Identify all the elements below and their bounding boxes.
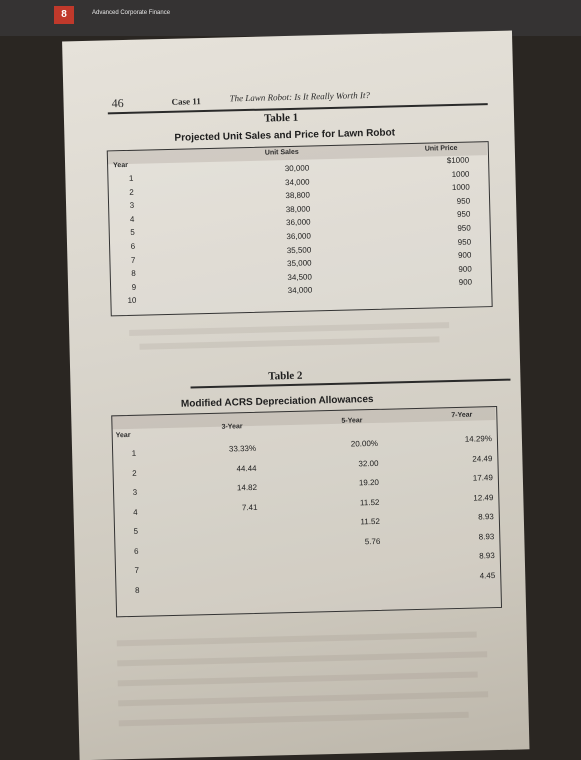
bleed-through-text xyxy=(139,336,439,349)
table1-year-cell: 1 xyxy=(128,173,134,183)
table2-5year-cell: 20.00% xyxy=(350,438,379,449)
table1-year-cell: 2 xyxy=(129,187,134,197)
table1-sales-cell: 35,000 xyxy=(286,258,312,269)
table2-7year-cell: 14.29% xyxy=(464,434,493,444)
bleed-through-text xyxy=(117,651,487,666)
table2-title: Modified ACRS Depreciation Allowances xyxy=(180,393,374,410)
bleed-through-text xyxy=(117,632,477,647)
table2-year-cell: 8 xyxy=(134,585,140,595)
table1-price-cell: 950 xyxy=(457,237,472,247)
table1-title: Projected Unit Sales and Price for Lawn Robot xyxy=(174,127,396,144)
table2-year-cell: 6 xyxy=(133,546,139,556)
table2-col-5year: 5-Year xyxy=(341,417,363,425)
table2-3year-cell: 44.44 xyxy=(236,463,257,473)
book-page xyxy=(62,31,529,760)
table2-5year-cell: 19.20 xyxy=(358,477,380,488)
table2-year-cell: 3 xyxy=(132,487,138,497)
table2-year-cell: 1 xyxy=(131,448,137,458)
table1-sales-cell: 38,000 xyxy=(285,204,311,214)
table2-3year-cell: 7.41 xyxy=(241,502,258,512)
table2-7year-cell: 8.93 xyxy=(478,512,494,522)
table1-col-price: Unit Price xyxy=(424,144,458,153)
table1-year-cell: 9 xyxy=(131,282,137,292)
table2-3year-cell: 14.82 xyxy=(236,482,258,493)
table2-7year-cell: 17.49 xyxy=(472,473,493,483)
table1-price-cell: 900 xyxy=(457,250,472,261)
table1-year-cell: 4 xyxy=(129,214,135,224)
table1-price-cell: 900 xyxy=(458,277,473,288)
table2-year-cell: 4 xyxy=(133,507,138,517)
table2-year-cell: 2 xyxy=(132,468,137,478)
table1-col-sales: Unit Sales xyxy=(264,148,299,157)
table2-3year-cell: 33.33% xyxy=(228,443,257,454)
table2-year-cell: 5 xyxy=(133,526,139,536)
bleed-through-text xyxy=(118,691,488,706)
table2-rule xyxy=(191,379,511,389)
table2-5year-cell: 11.52 xyxy=(360,516,380,527)
table1-sales-cell: 36,000 xyxy=(286,231,312,242)
table2-5year-cell: 32.00 xyxy=(358,458,379,468)
table1-sales-cell: 34,000 xyxy=(284,177,310,187)
table1-col-year: Year xyxy=(113,161,128,170)
book-title: Advanced Corporate Finance xyxy=(92,10,171,16)
table1-sales-cell: 35,500 xyxy=(286,245,312,255)
table2-caption: Table 2 xyxy=(268,369,303,383)
table2-7year-cell: 8.93 xyxy=(478,531,495,541)
table2-7year-cell: 8.93 xyxy=(479,551,495,561)
bleed-through-text xyxy=(118,672,478,687)
table1-year-cell: 5 xyxy=(130,228,135,238)
table2-5year-cell: 11.52 xyxy=(359,497,380,507)
table1-price-cell: 900 xyxy=(458,264,472,274)
table1-sales-cell: 36,000 xyxy=(285,217,311,228)
bleed-through-text xyxy=(129,322,449,336)
bleed-through-text xyxy=(119,712,469,727)
table2-7year-cell: 24.49 xyxy=(472,453,493,464)
table2-year-cell: 7 xyxy=(134,565,140,575)
table1-price-cell: $1000 xyxy=(446,155,470,166)
page-number: 46 xyxy=(111,96,124,111)
table2-col-3year: 3-Year xyxy=(221,423,243,431)
table2-7year-cell: 12.49 xyxy=(473,492,494,503)
case-title: The Lawn Robot: Is It Really Worth It? xyxy=(229,89,371,104)
table1-price-cell: 1000 xyxy=(451,169,470,179)
table2-col-year: Year xyxy=(115,431,131,440)
table1-year-cell: 7 xyxy=(130,255,136,265)
case-label: Case 11 xyxy=(171,96,201,107)
table1-price-cell: 950 xyxy=(457,223,471,233)
table1-price-cell: 950 xyxy=(456,196,471,206)
table2-5year-cell: 5.76 xyxy=(364,536,381,546)
table1-caption: Table 1 xyxy=(263,111,299,125)
table1-year-cell: 6 xyxy=(130,241,136,251)
table1-sales-cell: 34,000 xyxy=(287,285,313,296)
table1-sales-cell: 38,800 xyxy=(285,190,311,201)
table2-7year-cell: 4.45 xyxy=(479,570,496,580)
page-badge: 8 xyxy=(54,6,74,24)
table2-col-7year: 7-Year xyxy=(451,411,473,420)
table1-year-cell: 10 xyxy=(127,296,137,306)
table1-price-cell: 950 xyxy=(456,209,471,220)
table1-year-cell: 3 xyxy=(129,200,135,211)
table1-price-cell: 1000 xyxy=(451,182,470,193)
table1-year-cell: 8 xyxy=(131,268,136,279)
table1-sales-cell: 30,000 xyxy=(284,163,310,174)
table2 xyxy=(111,406,502,617)
table1-sales-cell: 34,500 xyxy=(287,272,312,282)
